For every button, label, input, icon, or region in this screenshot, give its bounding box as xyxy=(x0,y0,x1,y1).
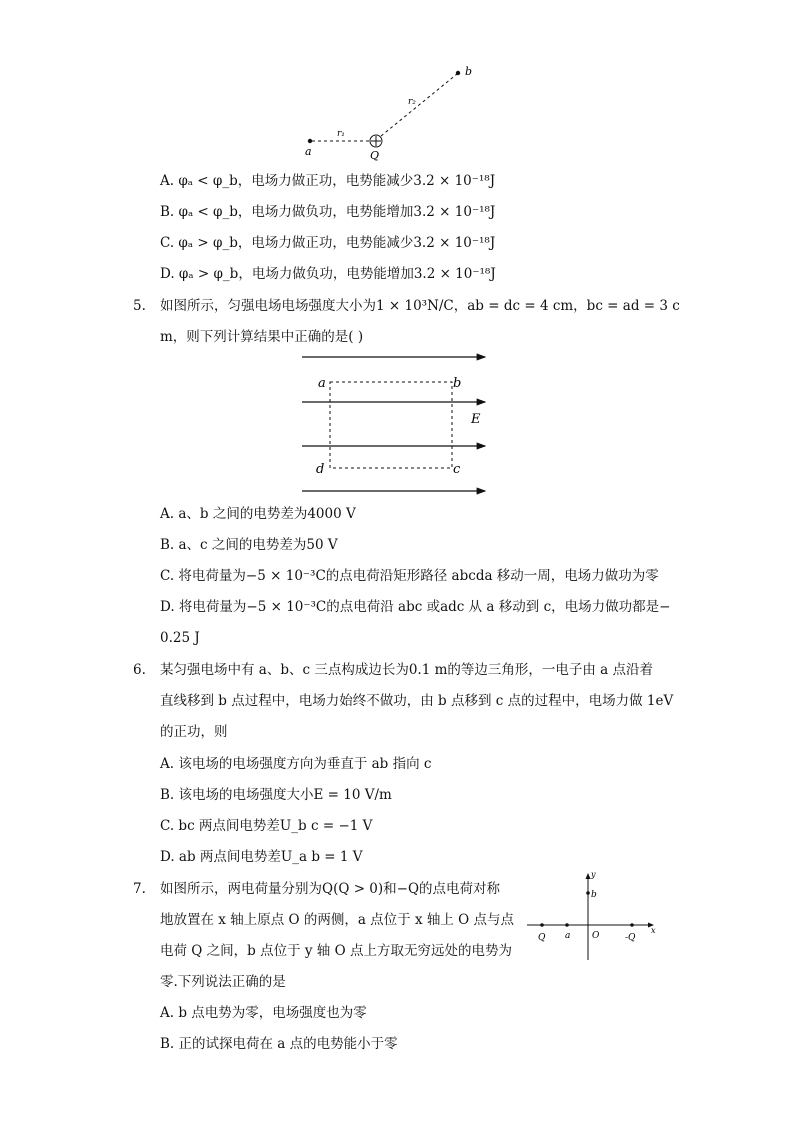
label-c: c xyxy=(453,462,461,477)
label-b: b xyxy=(465,65,473,78)
rectangle-abcd xyxy=(330,382,452,468)
label-Q: Q xyxy=(538,933,546,943)
figure-axes-two-charges xyxy=(525,868,660,963)
label-x: x xyxy=(651,926,656,935)
q6-option-a: A. 该电场的电场强度方向为垂直于 ab 指向 c xyxy=(160,756,432,772)
figure-uniform-field-rectangle xyxy=(295,350,495,500)
q5-number: 5. xyxy=(133,298,146,314)
q6-option-d: D. ab 两点间电势差U_a b = 1 V xyxy=(160,849,363,865)
point-b xyxy=(456,71,460,75)
label-r2: r₂ xyxy=(408,97,416,107)
q4-option-a: A. φₐ < φ_b，电场力做正功，电势能减少3.2 × 10⁻¹⁸J xyxy=(160,173,496,189)
q6-stem-line2: 直线移到 b 点过程中，电场力始终不做功，由 b 点移到 c 点的过程中，电场力做 1eV xyxy=(160,693,674,709)
q4-option-b: B. φₐ < φ_b，电场力做负功，电势能增加3.2 × 10⁻¹⁸J xyxy=(160,204,496,220)
q6-stem-line3: 的正功，则 xyxy=(160,724,228,740)
point-a xyxy=(565,923,569,927)
q7-option-b: B. 正的试探电荷在 a 点的电势能小于零 xyxy=(160,1036,398,1052)
q5-option-d-line1: D. 将电荷量为−5 × 10⁻³C的点电荷沿 abc 或adc 从 a 移动到 c，电场力做功都是− xyxy=(160,599,671,615)
q6-option-b: B. 该电场的电场强度大小E = 10 V/m xyxy=(160,787,392,803)
label-Q: Q xyxy=(370,149,380,162)
q7-option-a: A. b 点电势为零，电场强度也为零 xyxy=(160,1005,367,1021)
label-negQ: -Q xyxy=(625,933,636,943)
q7-stem-line1: 如图所示，两电荷量分别为Q(Q > 0)和−Q的点电荷对称 xyxy=(160,881,501,897)
r2-line xyxy=(381,74,457,136)
point-a xyxy=(308,139,312,143)
label-a: a xyxy=(318,376,326,391)
q6-number: 6. xyxy=(133,662,146,678)
label-a: a xyxy=(305,145,312,158)
q7-stem-line2: 地放置在 x 轴上原点 O 的两侧，a 点位于 x 轴上 O 点与点 xyxy=(160,912,515,928)
label-E: E xyxy=(471,412,481,427)
q7-number: 7. xyxy=(133,881,146,897)
q5-stem-line2: m，则下列计算结果中正确的是( ) xyxy=(160,329,364,345)
label-a: a xyxy=(565,931,571,941)
q5-stem-line1: 如图所示，匀强电场电场强度大小为1 × 10³N/C，ab = dc = 4 cm，bc = ad = 3 c xyxy=(160,298,680,314)
point-b xyxy=(586,891,590,895)
label-y: y xyxy=(591,870,596,879)
figure-point-charge xyxy=(300,60,490,165)
label-O: O xyxy=(592,931,600,941)
label-d: d xyxy=(316,462,325,477)
charge-Q xyxy=(540,923,544,927)
q5-option-d-line2: 0.25 J xyxy=(160,630,200,646)
charge-negQ xyxy=(630,923,634,927)
q5-option-a: A. a、b 之间的电势差为4000 V xyxy=(160,506,356,522)
label-r1: r₁ xyxy=(337,129,345,139)
q4-option-d: D. φₐ > φ_b，电场力做负功，电势能增加3.2 × 10⁻¹⁸J xyxy=(160,266,496,282)
q6-stem-line1: 某匀强电场中有 a、b、c 三点构成边长为0.1 m的等边三角形，一电子由 a 点沿着 xyxy=(160,662,654,678)
q5-option-c: C. 将电荷量为−5 × 10⁻³C的点电荷沿矩形路径 abcda 移动一周，电场力做功为零 xyxy=(160,568,659,584)
label-b: b xyxy=(453,376,462,391)
q6-option-c: C. bc 两点间电势差U_b c = −1 V xyxy=(160,818,373,834)
q7-stem-line3: 电荷 Q 之间，b 点位于 y 轴 O 点上方取无穷远处的电势为 xyxy=(160,943,512,959)
label-b: b xyxy=(591,890,597,900)
q7-stem-line4: 零.下列说法正确的是 xyxy=(160,974,286,990)
q4-option-c: C. φₐ > φ_b，电场力做正功，电势能减少3.2 × 10⁻¹⁸J xyxy=(160,235,496,251)
q5-option-b: B. a、c 之间的电势差为50 V xyxy=(160,537,338,553)
